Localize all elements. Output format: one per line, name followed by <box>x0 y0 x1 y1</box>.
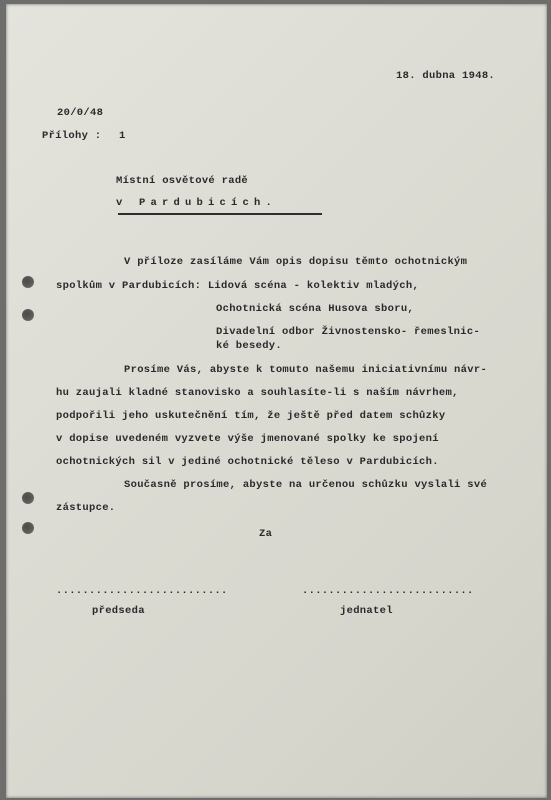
para1-line5: ké besedy. <box>216 340 283 352</box>
para2-line1: Prosíme Vás, abyste k tomuto našemu iniciativnímu návr- <box>124 364 488 376</box>
punch-hole-1 <box>22 276 34 288</box>
punch-hole-3 <box>22 492 34 504</box>
para3-line1: Současně prosíme, abyste na určenou schůzku vyslali své <box>124 479 488 491</box>
para1-line1: V příloze zasíláme Vám opis dopisu těmto ochotnickým <box>124 256 468 268</box>
signature-line-chairman: .......................... <box>56 585 228 597</box>
attachments-count: 1 <box>119 130 126 142</box>
punch-hole-4 <box>22 522 34 534</box>
para2-line2: hu zaujali kladné stanovisko a souhlasíte-li s naším návrhem, <box>56 387 459 399</box>
recipient-underline <box>118 213 322 215</box>
signer-secretary: jednatel <box>340 605 393 617</box>
para3-line2: zástupce. <box>56 502 116 514</box>
closing-za: Za <box>259 528 273 540</box>
reference-number: 20/0/48 <box>57 107 104 119</box>
letter-date: 18. dubna 1948. <box>396 70 496 82</box>
signature-line-secretary: .......................... <box>302 585 474 597</box>
letter-page <box>6 4 547 798</box>
signer-chairman: předseda <box>92 605 145 617</box>
para2-line4: v dopise uvedeném vyzvete výše jmenované spolky ke spojení <box>56 433 439 445</box>
attachments-label: Přílohy : <box>42 130 102 142</box>
para1-line4: Divadelní odbor Živnostensko- řemeslnic- <box>216 326 481 338</box>
para1-line2: spolkům v Pardubicích: Lidová scéna - kolektiv mladých, <box>56 280 420 292</box>
recipient-name: Místní osvětové radě <box>116 175 249 187</box>
para2-line3: podpořili jeho uskutečnění tím, že ještě před datem schůzky <box>56 410 446 422</box>
punch-hole-2 <box>22 309 34 321</box>
recipient-city: v Pardubicích. <box>116 197 278 209</box>
para2-line5: ochotnických sil v jediné ochotnické těleso v Pardubicích. <box>56 456 439 468</box>
para1-line3: Ochotnická scéna Husova sboru, <box>216 303 415 315</box>
